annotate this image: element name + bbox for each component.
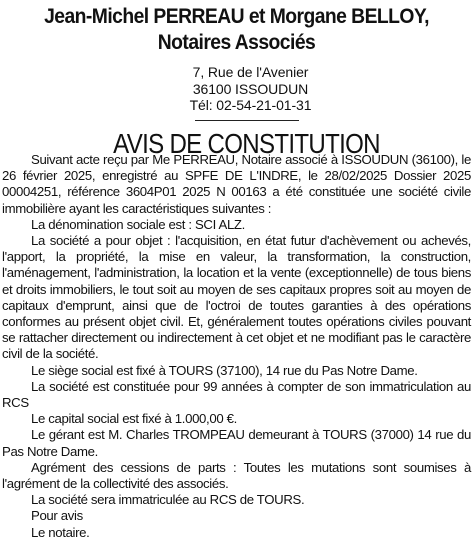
paragraph-deed: Suivant acte reçu par Me PERREAU, Notaire associé à ISSOUDUN (36100), le 26 février 2025, enregistré au SPFE DE L'INDRE, le 28/02/2025 Dossier 2025 00004251, référence 3604P01 2025 N 00163 a été constituée une société civile immobilière ayant les caractéristiques suivantes :: [2, 152, 471, 216]
notary-address-block: [28, 64, 473, 114]
address-phone: Tél: 02-54-21-01-31: [189, 97, 312, 113]
divider-line: [195, 120, 299, 121]
paragraph-registered-office: Le siège social est fixé à TOURS (37100), 14 rue du Pas Notre Dame.: [31, 362, 418, 378]
paragraph-share-transfers: Agrément des cessions de parts : Toutes les mutations sont soumises à l'agrément de la collectivité des associés.: [2, 459, 471, 492]
paragraph-manager: Le gérant est M. Charles TROMPEAU demeurant à TOURS (37000) 14 rue du Pas Notre Dame.: [2, 427, 471, 459]
paragraph-capital: Le capital social est fixé à 1.000,00 €.: [31, 411, 237, 427]
address-city: 36100 ISSOUDUN: [192, 80, 309, 97]
address-street: 7, Rue de l'Avenier: [192, 64, 309, 80]
closing-pour-avis: Pour avis: [31, 508, 83, 524]
notice-body: [2, 152, 471, 541]
paragraph-registration: La société sera immatriculée au RCS de TOURS.: [31, 492, 305, 508]
paragraph-company-name: La dénomination sociale est : SCI ALZ.: [31, 216, 245, 232]
notary-firm-name: Jean-Michel PERREAU et Morgane BELLOY, Notaires Associés: [44, 5, 429, 54]
notice-title: AVIS DE CONSTITUTION: [113, 127, 380, 159]
paragraph-duration: La société est constituée pour 99 années à compter de son immatriculation au RCS: [2, 378, 471, 411]
paragraph-purpose: La société a pour objet : l'acquisition, en état futur d'achèvement ou achevés, l'apport, la propriété, la mise en valeur, la transformation, la construction, l'aménagement, l'administration, la location et la vente (exceptionnelle) de tous biens et droits immobiliers, le tout soit au moyen de ses capitaux propres soit au moyen de capitaux d'emprunt, ainsi que de l'octroi de toutes garanties à des opérations conformes au présent objet civil. Et, généralement toutes opérations civiles pouvant se rattacher directement ou indirectement à cet objet et ne modifiant pas le caractère civil de la société.: [2, 233, 471, 362]
closing-signature: Le notaire.: [31, 524, 90, 540]
